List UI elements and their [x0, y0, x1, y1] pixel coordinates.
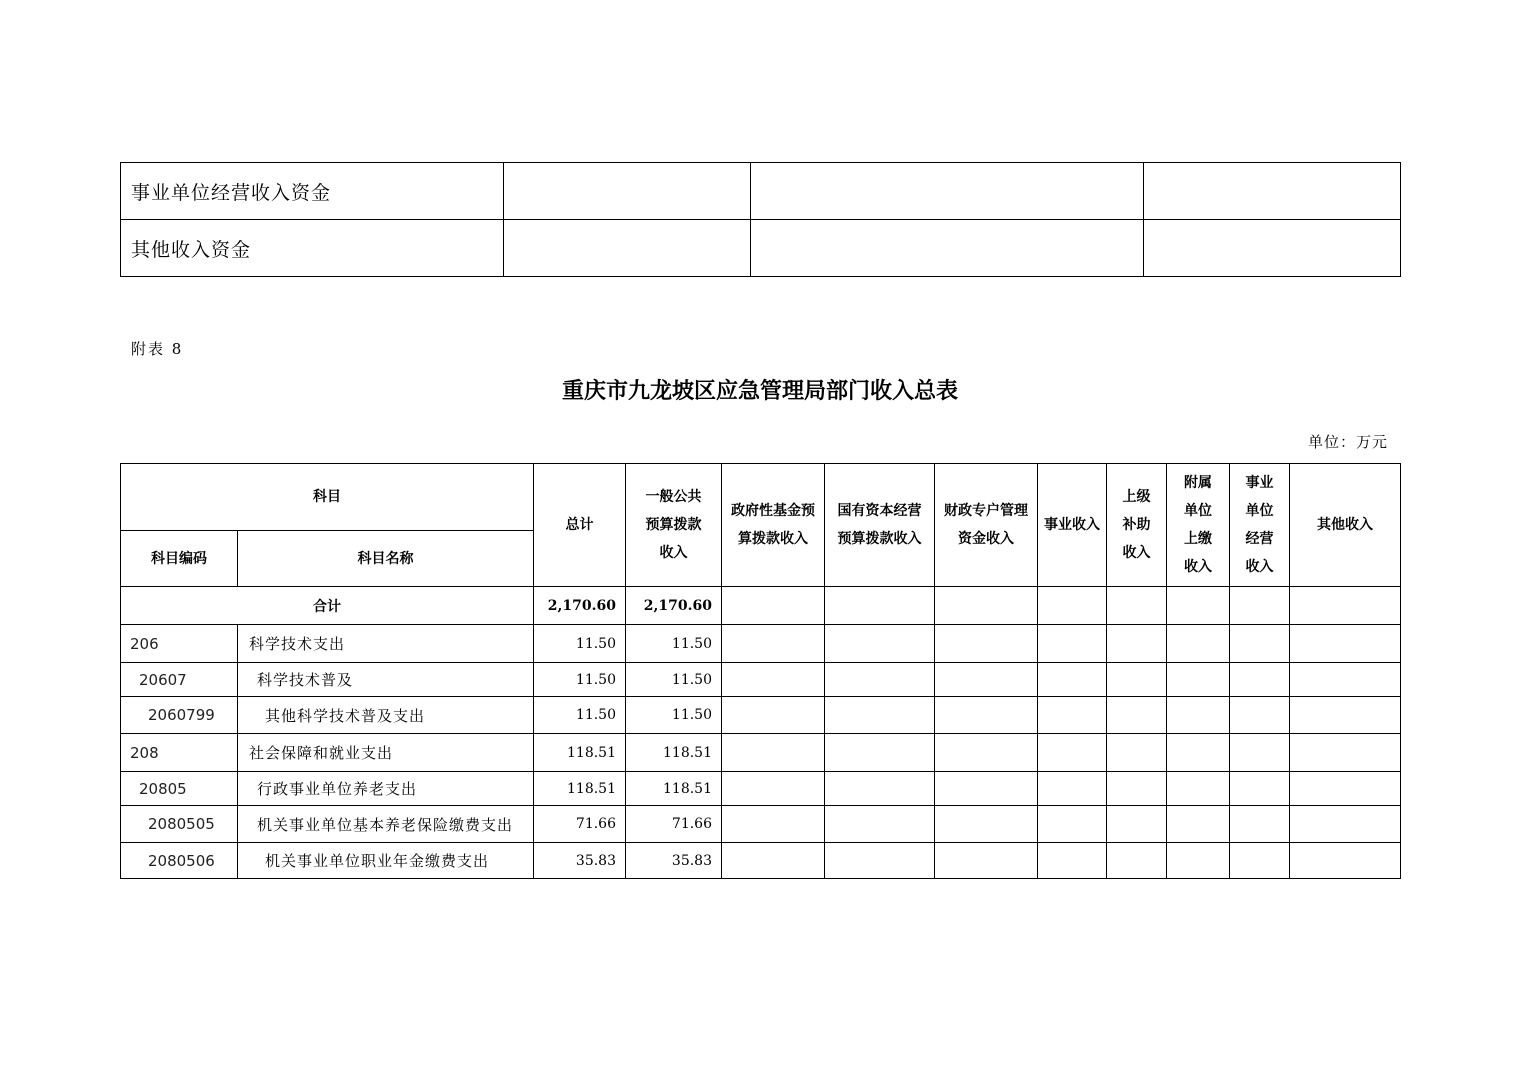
empty-cell — [1230, 806, 1290, 843]
header-general-budget: 一般公共预算拨款收入 — [626, 464, 722, 587]
empty-cell — [1144, 220, 1401, 277]
empty-cell — [825, 734, 935, 772]
total-cell: 35.83 — [534, 843, 626, 879]
table-row — [121, 697, 1401, 734]
code-cell: 20805 — [121, 772, 238, 806]
empty-cell — [935, 772, 1038, 806]
table-row — [121, 625, 1401, 663]
table-row — [121, 163, 1401, 220]
header-gov-fund: 政府性基金预算拨款收入 — [722, 464, 825, 587]
empty-cell — [1230, 843, 1290, 879]
empty-cell — [1290, 734, 1401, 772]
empty-cell — [1107, 734, 1167, 772]
table-row — [121, 734, 1401, 772]
empty-cell — [1290, 587, 1401, 625]
name-cell: 行政事业单位养老支出 — [238, 772, 534, 806]
general-budget-cell: 118.51 — [626, 772, 722, 806]
code-cell: 2080505 — [121, 806, 238, 843]
table-row — [121, 772, 1401, 806]
empty-cell — [1038, 772, 1107, 806]
header-affiliated: 附属单位上缴收入 — [1167, 464, 1230, 587]
empty-cell — [1290, 625, 1401, 663]
empty-cell — [1038, 806, 1107, 843]
name-cell: 社会保障和就业支出 — [238, 734, 534, 772]
code-cell: 208 — [121, 734, 238, 772]
header-other: 其他收入 — [1290, 464, 1401, 587]
total-cell: 11.50 — [534, 697, 626, 734]
empty-cell — [935, 587, 1038, 625]
unit-label: 单位：万元 — [1307, 433, 1388, 451]
general-budget-cell: 2,170.60 — [626, 587, 722, 625]
table-row — [121, 220, 1401, 277]
empty-cell — [1230, 663, 1290, 697]
empty-cell — [722, 697, 825, 734]
empty-cell — [935, 625, 1038, 663]
empty-cell — [1290, 663, 1401, 697]
empty-cell — [935, 806, 1038, 843]
empty-cell — [1167, 697, 1230, 734]
empty-cell — [1107, 587, 1167, 625]
empty-cell — [504, 163, 751, 220]
general-budget-cell: 11.50 — [626, 663, 722, 697]
empty-cell — [1038, 697, 1107, 734]
total-cell: 71.66 — [534, 806, 626, 843]
empty-cell — [1107, 663, 1167, 697]
empty-cell — [1290, 806, 1401, 843]
total-cell: 11.50 — [534, 625, 626, 663]
empty-cell — [935, 734, 1038, 772]
empty-cell — [1167, 734, 1230, 772]
table-row — [121, 806, 1401, 843]
empty-cell — [1230, 697, 1290, 734]
empty-cell — [935, 663, 1038, 697]
empty-cell — [1230, 587, 1290, 625]
empty-cell — [722, 587, 825, 625]
name-cell: 科学技术支出 — [238, 625, 534, 663]
general-budget-cell: 11.50 — [626, 697, 722, 734]
empty-cell — [825, 772, 935, 806]
empty-cell — [1167, 806, 1230, 843]
empty-cell — [1290, 772, 1401, 806]
empty-cell — [1107, 772, 1167, 806]
empty-cell — [722, 772, 825, 806]
code-cell: 2080506 — [121, 843, 238, 879]
empty-cell — [935, 697, 1038, 734]
empty-cell — [1230, 772, 1290, 806]
name-cell: 机关事业单位职业年金缴费支出 — [238, 843, 534, 879]
empty-cell — [1107, 843, 1167, 879]
empty-cell — [722, 806, 825, 843]
header-total: 总计 — [534, 464, 626, 587]
empty-cell — [825, 625, 935, 663]
row-label: 其他收入资金 — [121, 220, 504, 277]
empty-cell — [1038, 843, 1107, 879]
empty-cell — [1167, 663, 1230, 697]
page-title: 重庆市九龙坡区应急管理局部门收入总表 — [561, 378, 958, 404]
empty-cell — [825, 843, 935, 879]
empty-cell — [1230, 625, 1290, 663]
total-cell: 118.51 — [534, 772, 626, 806]
general-budget-cell: 35.83 — [626, 843, 722, 879]
empty-cell — [1038, 625, 1107, 663]
code-cell: 20607 — [121, 663, 238, 697]
empty-cell — [1107, 806, 1167, 843]
income-summary-table — [120, 463, 1401, 879]
empty-cell — [722, 843, 825, 879]
total-cell: 118.51 — [534, 734, 626, 772]
row-label: 事业单位经营收入资金 — [121, 163, 504, 220]
name-cell: 科学技术普及 — [238, 663, 534, 697]
empty-cell — [722, 734, 825, 772]
empty-cell — [1167, 587, 1230, 625]
header-business-income: 事业收入 — [1038, 464, 1107, 587]
appendix-label: 附表 8 — [131, 340, 184, 358]
empty-cell — [751, 220, 1144, 277]
total-cell: 11.50 — [534, 663, 626, 697]
general-budget-cell: 11.50 — [626, 625, 722, 663]
total-cell: 2,170.60 — [534, 587, 626, 625]
general-budget-cell: 71.66 — [626, 806, 722, 843]
empty-cell — [1167, 843, 1230, 879]
empty-cell — [825, 587, 935, 625]
header-subject: 科目 — [121, 464, 534, 531]
empty-cell — [825, 697, 935, 734]
empty-cell — [1038, 663, 1107, 697]
table-row — [121, 843, 1401, 879]
code-cell: 2060799 — [121, 697, 238, 734]
empty-cell — [722, 625, 825, 663]
total-label: 合计 — [121, 587, 534, 625]
empty-cell — [1290, 843, 1401, 879]
header-fiscal-special: 财政专户管理资金收入 — [935, 464, 1038, 587]
code-cell: 206 — [121, 625, 238, 663]
name-cell: 其他科学技术普及支出 — [238, 697, 534, 734]
empty-cell — [1107, 625, 1167, 663]
header-row — [121, 464, 1401, 531]
header-code: 科目编码 — [121, 531, 238, 587]
general-budget-cell: 118.51 — [626, 734, 722, 772]
empty-cell — [1167, 625, 1230, 663]
header-operating: 事业单位经营收入 — [1230, 464, 1290, 587]
header-state-capital: 国有资本经营预算拨款收入 — [825, 464, 935, 587]
top-carryover-table — [120, 162, 1401, 277]
empty-cell — [1290, 697, 1401, 734]
empty-cell — [1167, 772, 1230, 806]
empty-cell — [751, 163, 1144, 220]
empty-cell — [722, 663, 825, 697]
total-row — [121, 587, 1401, 625]
empty-cell — [504, 220, 751, 277]
empty-cell — [1038, 734, 1107, 772]
empty-cell — [1107, 697, 1167, 734]
empty-cell — [1144, 163, 1401, 220]
empty-cell — [1230, 734, 1290, 772]
name-cell: 机关事业单位基本养老保险缴费支出 — [238, 806, 534, 843]
empty-cell — [825, 663, 935, 697]
empty-cell — [1038, 587, 1107, 625]
empty-cell — [825, 806, 935, 843]
table-row — [121, 663, 1401, 697]
header-name: 科目名称 — [238, 531, 534, 587]
header-superior-subsidy: 上级补助收入 — [1107, 464, 1167, 587]
empty-cell — [935, 843, 1038, 879]
